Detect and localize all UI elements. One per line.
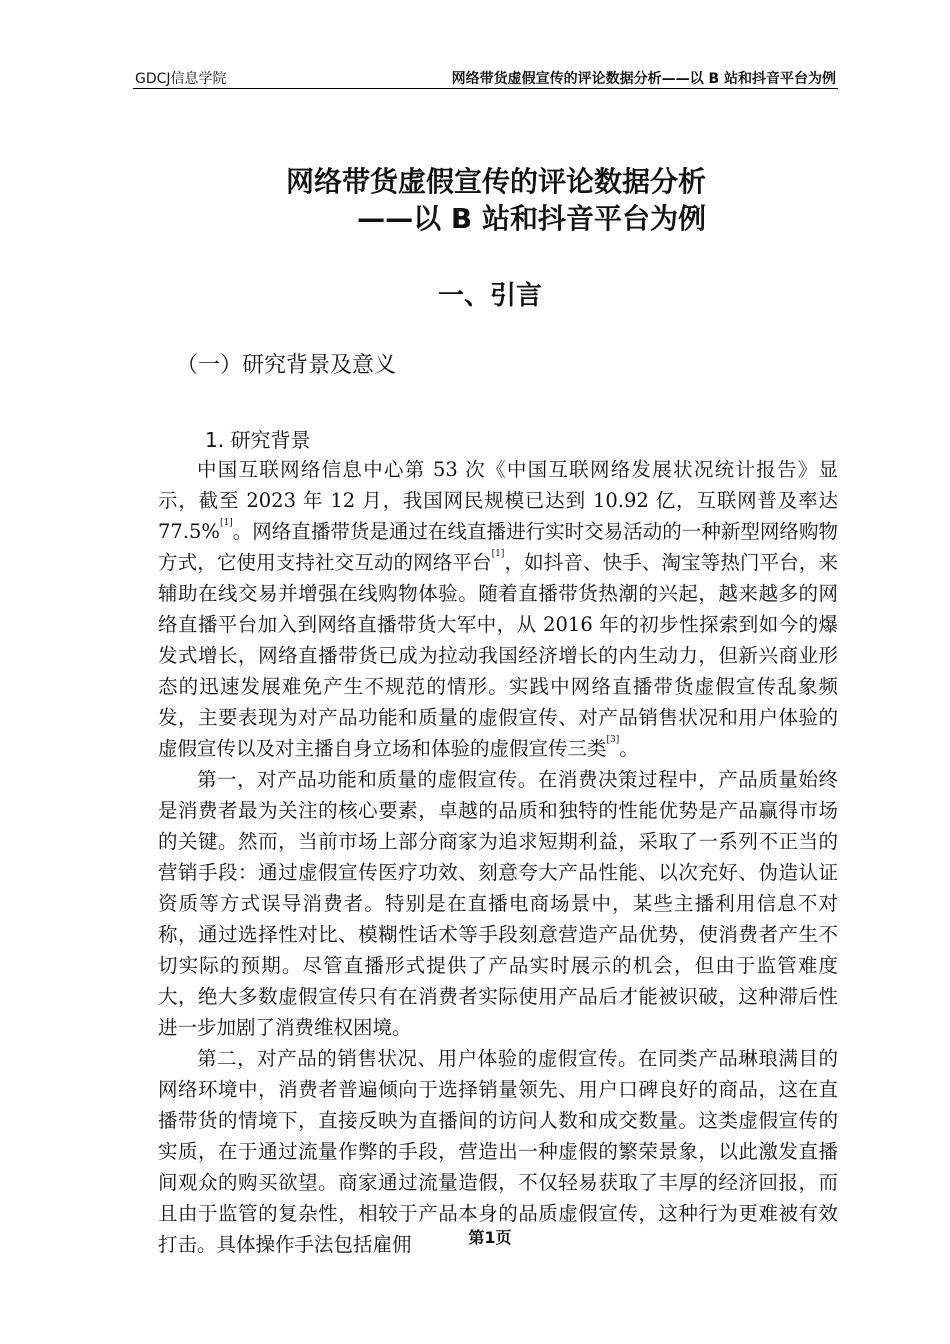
section-heading: 一、引言 <box>437 281 542 311</box>
header-paper-title: 网络带货虚假宣传的评论数据分析——以 B 站和抖音平台为例 <box>451 71 836 87</box>
body-text <box>158 454 838 1260</box>
subsubsection-heading: 1. 研究背景 <box>205 428 311 452</box>
paper-subtitle: ——以 B 站和抖音平台为例 <box>357 202 706 235</box>
text-run: 。网络直播带货是通过在线直播进行实时交易活动的一种新型网络购物方式，它使用支持社交互动的网络平台 <box>158 520 838 574</box>
text-run: 。 <box>619 737 639 760</box>
page-number: 第1页 <box>468 1228 512 1247</box>
paper-title: 网络带货虚假宣传的评论数据分析 <box>285 165 706 198</box>
citation: [3] <box>606 735 620 745</box>
text-run: 中国互联网络信息中心第 53 次《中国互联网络发展状况统计报告》显示，截至 2023 年 12 月，我国网民规模已达到 10.92 亿，互联网普及率达 77.5% <box>158 458 838 543</box>
header-institution: GDCJ信息学院 <box>135 71 227 87</box>
citation: [1] <box>491 549 505 559</box>
paragraph: 第一，对产品功能和质量的虚假宣传。在消费决策过程中，产品质量始终是消费者最为关注的核心要素，卓越的品质和独特的性能优势是产品赢得市场的关键。然而，当前市场上部分商家为追求短期利益，采取了一系列不正当的营销手段：通过虚假宣传医疗功效、刻意夸大产品性能、以次充好、伪造认证资质等方式误导消费者。特别是在直播电商场景中，某些主播利用信息不对称，通过选择性对比、模糊性话术等手段刻意营造产品优势，使消费者产生不切实际的预期。尽管直播形式提供了产品实时展示的机会，但由于监管难度大，绝大多数虚假宣传只有在消费者实际使用产品后才能被识破，这种滞后性进一步加剧了消费维权困境。 <box>158 768 838 1039</box>
text-run: ，如抖音、快手、淘宝等热门平台，来辅助在线交易并增强在线购物体验。随着直播带货热潮的兴起，越来越多的网络直播平台加入到网络直播带货大军中，从 2016 年的初步性探索到如今的爆发式增长，网络直播带货已成为拉动我国经济增长的内生动力，但新兴商业形态的迅速发展难免产生不规范的情形。实践中网络直播带货虚假宣传乱象频发，主要表现为对产品功能和质量的虚假宣传、对产品销售状况和用户体验的虚假宣传以及对主播自身立场和体验的虚假宣传三类 <box>158 551 838 760</box>
subsection-heading: （一）研究背景及意义 <box>176 353 397 378</box>
citation: [1] <box>219 518 233 528</box>
running-header <box>133 66 838 89</box>
paragraph: 第二，对产品的销售状况、用户体验的虚假宣传。在同类产品琳琅满目的网络环境中，消费者普遍倾向于选择销量领先、用户口碑良好的商品，这在直播带货的情境下，直接反映为直播间的访问人数和成交数量。这类虚假宣传的实质，在于通过流量作弊的手段，营造出一种虚假的繁荣景象，以此激发直播间观众的购买欲望。商家通过流量造假，不仅轻易获取了丰厚的经济回报，而且由于监管的复杂性，相较于产品本身的品质虚假宣传，这种行为更难被有效打击。具体操作手法包括雇佣 <box>158 1047 838 1256</box>
paragraph <box>158 454 838 764</box>
